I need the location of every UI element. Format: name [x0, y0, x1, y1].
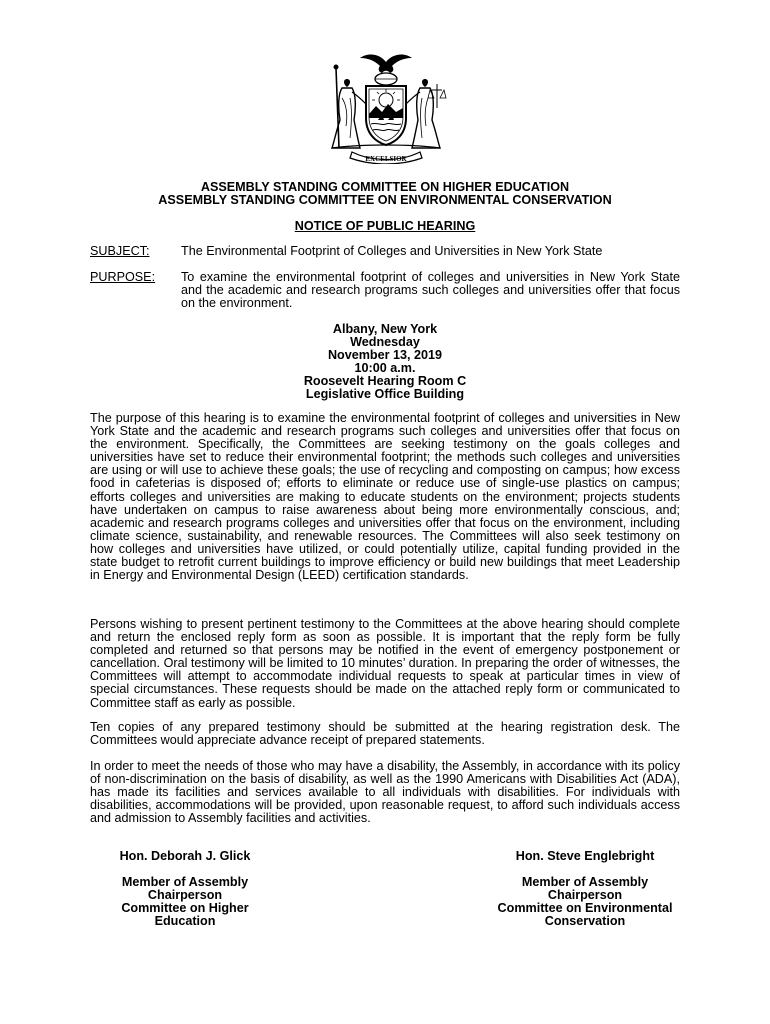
purpose-text: To examine the environmental footprint of colleges and universities in New York State and the academic and research programs such colleges and universities offer that focus on the environment.: [181, 270, 680, 311]
signature-block-right: [460, 850, 710, 928]
signatory-role: Chairperson: [147, 888, 223, 903]
body-paragraph-testimony: Persons wishing to present pertinent testimony to the Committees at the above hearing should complete and return the enclosed reply form as soon as possible. It is important that the reply form be fully completed and returned so that persons may be notified in the event of emergency postponement or cancellation. Oral testimony will be limited to 10 minutes’ duration. In preparing the order of witnesses, the Committees will attempt to accommodate individual requests to speak at particular times in view of special circumstances. These requests should be made on the attached reply form or communicated to Committee staff as early as possible.: [90, 617, 680, 710]
signatory-role: Chairperson: [547, 888, 623, 903]
venue-room: Roosevelt Hearing Room C: [303, 374, 467, 389]
signatory-title: Member of Assembly: [121, 875, 249, 890]
notice-title: NOTICE OF PUBLIC HEARING: [294, 219, 476, 233]
body-paragraph-purpose: The purpose of this hearing is to examine the environmental footprint of colleges and universities in New York State and the academic and research programs such colleges and universities offer that focus on the environment. Specifically, the Committees are seeking testimony on the goals colleges and universities have set to reduce their environmental footprint; the methods such colleges and universities are using or will use to achieve these goals; the use of recycling and composting on campus; how excess food in cafeterias is disposed of; efforts to eliminate or reduce use of single-use plastics on campus; efforts colleges and universities are making to educate students on the environment; projects students have undertaken on campus to raise awareness about being more environmentally conscious, and; academic and research programs colleges and universities offer that focus on the environment, including climate science, sustainability, and renewable resources. The Committees will also seek testimony on how colleges and universities have utilized, or could potentially utilize, capital funding provided in the state budget to retrofit current buildings to improve efficiency or build new buildings that meet Leadership in Energy and Environmental Design (LEED) certification standards.: [90, 411, 680, 583]
venue-date: November 13, 2019: [327, 348, 443, 363]
eagle-icon: [360, 55, 412, 73]
venue-time: 10:00 a.m.: [354, 361, 416, 376]
body-paragraph-accessibility: In order to meet the needs of those who may have a disability, the Assembly, in accordance with its policy of non-discrimination on the basis of disability, as well as the 1990 Americans with Disabilities Act (ADA), has made its facilities and services available to all individuals with disabilities. For individuals with disabilities, accommodations will be provided, upon reasonable request, to afford such individuals access and admission to Assembly facilities and activities.: [90, 759, 680, 826]
signatory-committee: Committee on Environmental: [497, 901, 673, 916]
signatory-name: Hon. Steve Englebright: [515, 849, 655, 863]
signatory-title: Member of Assembly: [521, 875, 649, 890]
purpose-row: [90, 271, 680, 310]
signatory-committee-cont: Education: [154, 914, 216, 929]
venue-building: Legislative Office Building: [305, 387, 465, 402]
subject-label: SUBJECT:: [90, 244, 150, 258]
committee-title-environmental-conservation: ASSEMBLY STANDING COMMITTEE ON ENVIRONMENTAL CONSERVATION: [158, 193, 612, 208]
seal-motto-text: EXCELSIOR: [365, 155, 407, 163]
venue-city: Albany, New York: [332, 322, 438, 336]
committee-titles: [0, 181, 770, 207]
signatory-name: Hon. Deborah J. Glick: [119, 849, 251, 863]
new-york-state-seal: [322, 48, 450, 164]
signatory-committee: Committee on Higher: [121, 901, 249, 916]
venue-day: Wednesday: [350, 335, 420, 350]
purpose-label: PURPOSE:: [90, 270, 156, 284]
signature-block-left: [60, 850, 310, 928]
justice-figure-icon: [406, 79, 446, 148]
subject-text: The Environmental Footprint of Colleges and Universities in New York State: [181, 244, 603, 258]
body-paragraph-copies: Ten copies of any prepared testimony should be submitted at the hearing registration desk. The Committees would appreciate advance receipt of prepared statements.: [90, 720, 680, 748]
liberty-figure-icon: [332, 65, 366, 149]
hearing-venue: [0, 323, 770, 402]
subject-row: [90, 245, 680, 258]
signatory-committee-cont: Conservation: [544, 914, 626, 929]
shield-icon: [366, 86, 406, 145]
committee-title-higher-education: ASSEMBLY STANDING COMMITTEE ON HIGHER EDUCATION: [200, 180, 570, 194]
